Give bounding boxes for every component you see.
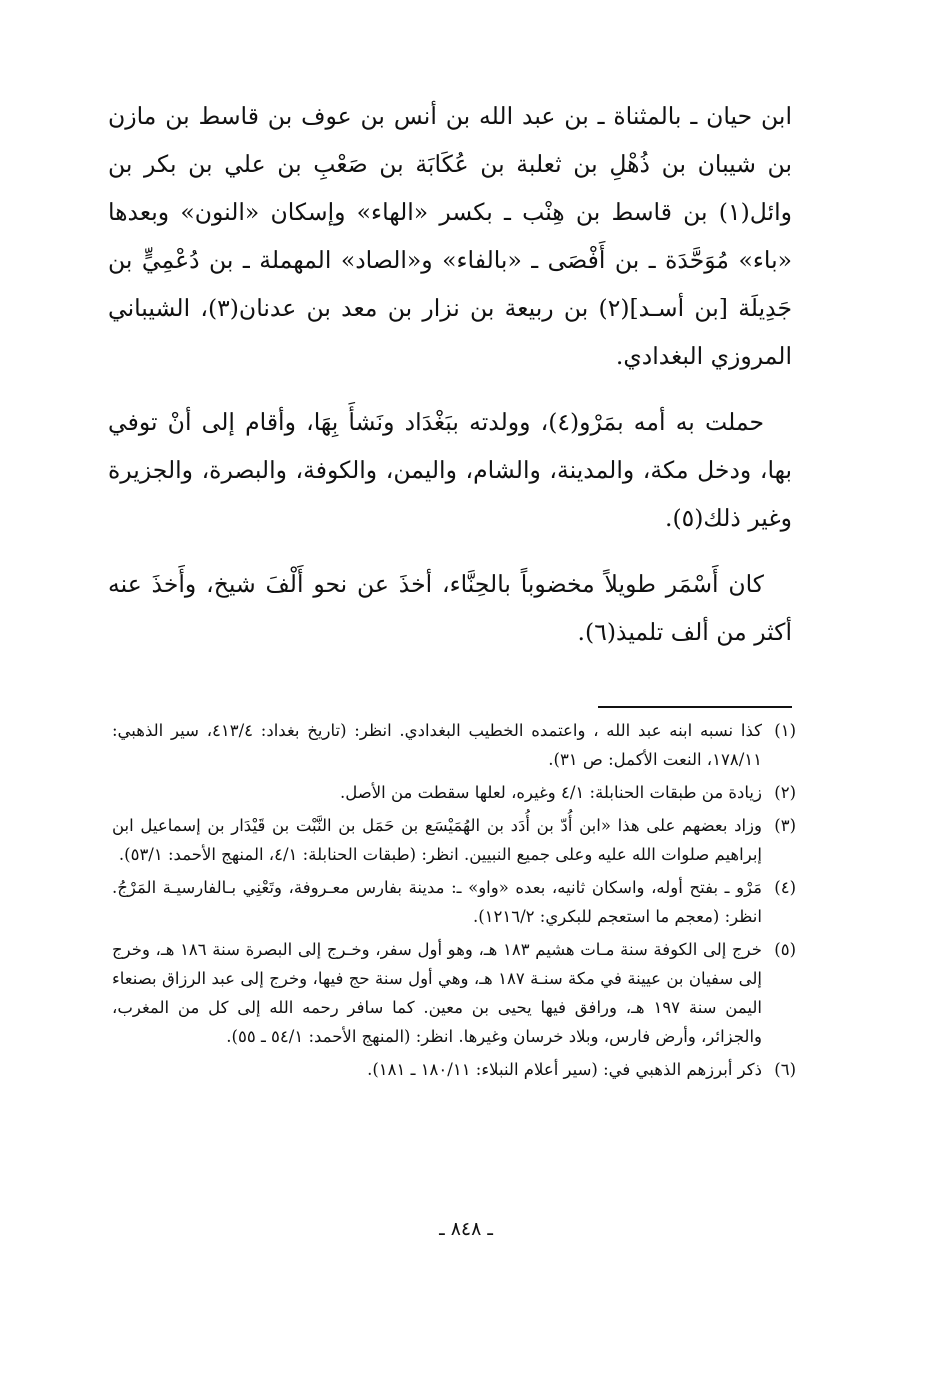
footnote-number: (٥) [774, 940, 796, 959]
footnote-text: مَرْو ـ بفتح أوله، واسكان ثانيه، بعده «واو» ـ: مدينة بفارس معـروفة، وتَعْنِي بـالفارسيـة المَرْجُ. انظر: (معجم ما استعجم للبكري: ١٢١٦/٢). [112, 878, 762, 926]
main-text [108, 92, 792, 674]
footnote-number: (٢) [774, 783, 796, 802]
footnote-text: خرج إلى الكوفة سنة مـات هشيم ١٨٣ هـ، وهو أول سفر، وخـرج إلى البصرة سنة ١٨٦ هـ، وخرج إلى سفيان بن عيينة في مكة سنـة ١٨٧ هـ، وهي أول سنة حج فيها، وخرج إلى عبد الرزاق بصنعاء اليمن سنة ١٩٧ هـ، ورافق فيها يحيى بن معين. كما سافر رحمه الله إلى كل من المغرب، والجزائر، وأرض فارس، وبلاد خرسان وغيرها. انظر: (المنهج الأحمد: ٥٤/١ ـ ٥٥). [112, 940, 762, 1046]
footnote-number: (١) [774, 721, 796, 740]
footnote-text: وزاد بعضهم على هذا «ابن أُدّ بن أُدَد بن الهُمَيْسَع بن حَمَل بن النَّبْت بن قَيْدَار بن إسماعيل ابن إبراهيم صلوات الله عليه وعلى جميع النبيين. انظر: (طبقات الحنابلة: ٤/١، المنهج الأحمد: ٥٣/١). [112, 816, 762, 864]
footnote-number: (٤) [774, 878, 796, 897]
footnote-text: زيادة من طبقات الحنابلة: ٤/١ وغيره، لعلها سقطت من الأصل. [339, 783, 762, 802]
footnotes [112, 716, 796, 1088]
paragraph-birth: حملت به أمه بمَرْو(٤)، وولدته ببَغْدَاد ونَشأَ بِهَا، وأقام إلى أنْ توفي بها، ودخل مكة، والمدينة، والشام، واليمن، والكوفة، والبصرة، والجزيرة وغير ذلك(٥). [108, 408, 792, 532]
footnote-5 [112, 935, 796, 1051]
footnote-number: (٣) [774, 816, 796, 835]
footnote-4 [112, 873, 796, 931]
footnote-2 [112, 778, 796, 807]
paragraph-lineage: ابن حيان ـ بالمثناة ـ بن عبد الله بن أنس بن عوف بن قاسط بن مازن بن شيبان بن ذُهْلِ بن ثعلبة بن عُكَابَة بن صَعْبِ بن علي بن بكر بن وائل(١) بن قاسط بن هِنْب ـ بكسر «الهاء» وإسكان «النون» وبعدها «باء» مُوَحَّدَة ـ بن أَفْصَى ـ «بالفاء» و«الصاد» المهملة ـ بن دُعْمِيٍّ بن جَدِيلَة [بن أسـد](٢) بن ربيعة بن نزار بن معد بن عدنان(٣)، الشيباني المروزي البغدادي. [108, 102, 792, 370]
paragraph-description: كان أَسْمَر طويلاً مخضوباً بالحِنَّاء، أخذَ عن نحو أَلْفَ شيخ، وأَخذَ عنه أكثر من ألف تلميذ(٦). [108, 570, 792, 646]
footnote-3 [112, 811, 796, 869]
footnote-number: (٦) [774, 1060, 796, 1079]
footnote-6 [112, 1055, 796, 1084]
footnote-text: ذكر أبرزهم الذهبي في: (سير أعلام النبلاء: ١٨٠/١١ ـ ١٨١). [367, 1060, 762, 1079]
footnote-text: كذا نسبه ابنه عبد الله ، واعتمده الخطيب البغدادي. انظر: (تاريخ بغداد: ٤١٣/٤، سير الذهبي: ١٧٨/١١، النعت الأكمل: ص ٣١). [112, 721, 762, 769]
page-number: ـ ٨٤٨ ـ [439, 1218, 493, 1240]
footnote-1 [112, 716, 796, 774]
footnote-separator [598, 706, 792, 708]
